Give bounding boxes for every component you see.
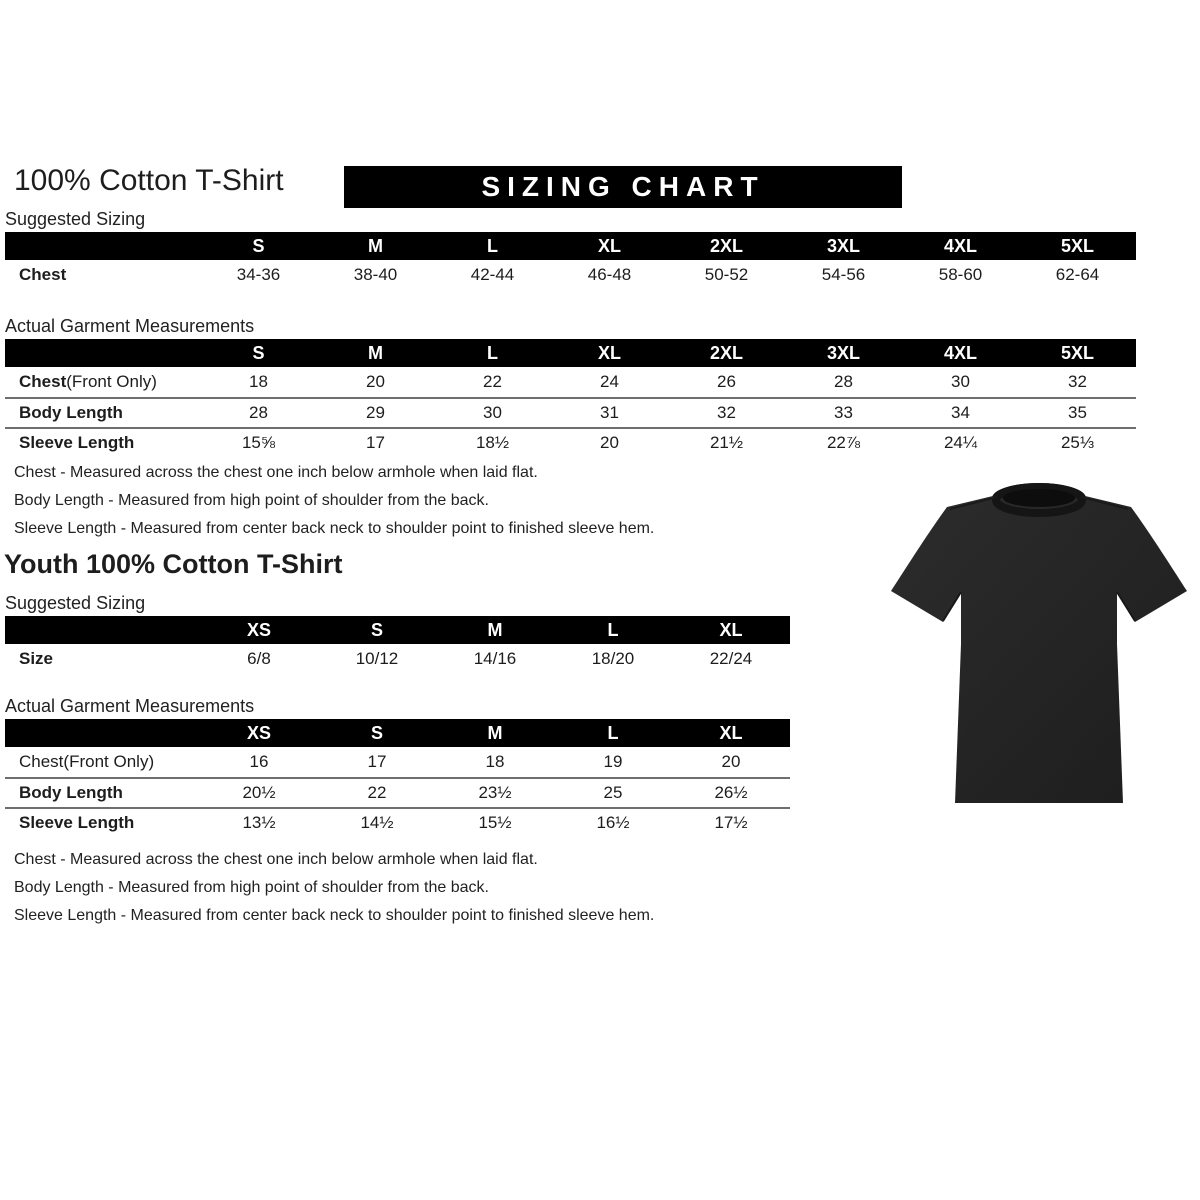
table-cell: 19 xyxy=(603,752,623,771)
table-cell: 16 xyxy=(249,752,269,771)
youth-suggested-sizing-label: Suggested Sizing xyxy=(5,593,146,613)
note-line: Chest - Measured across the chest one inch below armhole when laid flat. xyxy=(14,851,538,868)
column-header: 2XL xyxy=(709,342,743,363)
row-label: Chest xyxy=(19,265,67,284)
table-cell: 24¼ xyxy=(943,433,978,452)
adult-suggested-header-row xyxy=(5,232,1136,260)
column-header: XL xyxy=(719,619,743,640)
table-cell: 10/12 xyxy=(355,649,399,668)
table-cell: 17½ xyxy=(714,813,748,832)
tshirt-graphic xyxy=(884,474,1194,820)
table-row xyxy=(5,260,1136,290)
table-cell: 34 xyxy=(951,403,970,422)
row-label: Sleeve Length xyxy=(19,813,135,832)
column-header: L xyxy=(487,235,498,256)
row-label: Sleeve Length xyxy=(19,433,135,452)
adult-suggested-sizing-label: Suggested Sizing xyxy=(5,209,146,229)
column-header: L xyxy=(607,619,619,640)
column-header: S xyxy=(252,342,265,363)
table-cell: 20 xyxy=(366,372,385,391)
youth-suggested-header-row xyxy=(5,616,790,644)
column-header: L xyxy=(607,722,619,743)
table-cell: 14/16 xyxy=(473,649,517,668)
youth-suggested-table xyxy=(5,616,790,674)
sizing-chart-banner-text: SIZING CHART xyxy=(481,171,765,202)
adult-garment-header-row xyxy=(5,339,1136,367)
column-header: 4XL xyxy=(943,235,977,256)
youth-garment-table xyxy=(5,719,790,837)
table-cell: 23½ xyxy=(478,783,512,802)
youth-garment-measurements-label: Actual Garment Measurements xyxy=(5,696,255,716)
youth-measurement-notes xyxy=(14,846,654,930)
table-cell: 38-40 xyxy=(353,265,398,284)
table-cell: 15½ xyxy=(478,813,512,832)
table-row xyxy=(5,747,790,777)
column-header: 4XL xyxy=(943,342,977,363)
table-row xyxy=(5,427,1136,457)
table-row xyxy=(5,807,790,837)
table-row xyxy=(5,367,1136,397)
table-cell: 32 xyxy=(717,403,736,422)
column-header: XL xyxy=(597,342,621,363)
table-corner-cell xyxy=(5,719,200,747)
table-cell: 14½ xyxy=(360,813,394,832)
table-cell: 20 xyxy=(600,433,619,452)
adult-garment-measurements-label: Actual Garment Measurements xyxy=(5,316,255,336)
table-cell: 17 xyxy=(367,752,387,771)
table-cell: 29 xyxy=(366,403,385,422)
column-header: XS xyxy=(246,722,271,743)
tshirt-image xyxy=(884,474,1194,820)
table-corner-cell xyxy=(5,232,200,260)
column-header: S xyxy=(370,722,383,743)
note-line: Body Length - Measured from high point of shoulder from the back. xyxy=(14,879,489,896)
youth-title: Youth 100% Cotton T-Shirt xyxy=(4,549,343,579)
column-header: 3XL xyxy=(826,235,860,256)
table-cell: 17 xyxy=(366,433,385,452)
table-corner-cell xyxy=(5,616,200,644)
column-header: S xyxy=(252,235,265,256)
table-cell: 42-44 xyxy=(470,265,515,284)
table-cell: 35 xyxy=(1068,403,1087,422)
table-cell: 62-64 xyxy=(1055,265,1100,284)
row-label: Chest (Front Only) xyxy=(19,752,155,771)
table-cell: 22⅞ xyxy=(826,433,861,452)
page-title: 100% Cotton T-Shirt xyxy=(14,164,284,197)
table-cell: 13½ xyxy=(242,813,276,832)
table-cell: 18 xyxy=(485,752,505,771)
column-header: XS xyxy=(246,619,271,640)
table-corner-cell xyxy=(5,339,200,367)
table-cell: 58-60 xyxy=(938,265,983,284)
column-header: S xyxy=(370,619,383,640)
row-label: Body Length xyxy=(19,403,123,422)
adult-garment-table xyxy=(5,339,1136,457)
table-cell: 34-36 xyxy=(236,265,281,284)
column-header: XL xyxy=(597,235,621,256)
adult-suggested-table xyxy=(5,232,1136,290)
column-header: 3XL xyxy=(826,342,860,363)
table-cell: 28 xyxy=(249,403,268,422)
table-cell: 30 xyxy=(483,403,502,422)
table-cell: 25⅓ xyxy=(1060,433,1095,452)
table-cell: 26½ xyxy=(714,783,748,802)
table-cell: 18/20 xyxy=(591,649,635,668)
column-header: 5XL xyxy=(1060,342,1094,363)
table-cell: 6/8 xyxy=(247,649,271,668)
table-cell: 18½ xyxy=(475,433,510,452)
column-header: XL xyxy=(719,722,743,743)
table-cell: 26 xyxy=(717,372,736,391)
note-line: Chest - Measured across the chest one inch below armhole when laid flat. xyxy=(14,464,538,481)
column-header: M xyxy=(368,235,383,256)
column-header: 2XL xyxy=(709,235,743,256)
table-cell: 54-56 xyxy=(821,265,866,284)
column-header: M xyxy=(368,342,383,363)
row-label: Size xyxy=(19,649,54,668)
column-header: M xyxy=(487,619,503,640)
column-header: L xyxy=(487,342,498,363)
table-cell: 32 xyxy=(1068,372,1087,391)
table-cell: 24 xyxy=(600,372,619,391)
youth-garment-header-row xyxy=(5,719,790,747)
sizing-chart-banner xyxy=(344,166,902,208)
row-label: Chest (Front Only) xyxy=(19,372,157,391)
table-cell: 25 xyxy=(603,783,623,802)
note-line: Sleeve Length - Measured from center back neck to shoulder point to finished sleeve hem. xyxy=(14,907,655,924)
table-cell: 30 xyxy=(951,372,970,391)
table-cell: 20½ xyxy=(242,783,276,802)
table-row xyxy=(5,397,1136,427)
table-row xyxy=(5,777,790,807)
table-cell: 22/24 xyxy=(709,649,753,668)
table-cell: 21½ xyxy=(709,433,744,452)
table-cell: 16½ xyxy=(596,813,630,832)
table-cell: 22 xyxy=(367,783,387,802)
table-cell: 15⅝ xyxy=(241,433,276,452)
table-cell: 22 xyxy=(483,372,502,391)
note-line: Sleeve Length - Measured from center back neck to shoulder point to finished sleeve hem. xyxy=(14,520,655,537)
table-cell: 31 xyxy=(600,403,619,422)
table-cell: 18 xyxy=(249,372,268,391)
table-cell: 46-48 xyxy=(587,265,632,284)
table-cell: 50-52 xyxy=(704,265,749,284)
table-cell: 28 xyxy=(834,372,853,391)
note-line: Body Length - Measured from high point of shoulder from the back. xyxy=(14,492,489,509)
table-row xyxy=(5,644,790,674)
row-label: Body Length xyxy=(19,783,123,802)
table-cell: 20 xyxy=(721,752,741,771)
table-cell: 33 xyxy=(834,403,853,422)
column-header: M xyxy=(487,722,503,743)
adult-measurement-notes xyxy=(14,459,654,543)
column-header: 5XL xyxy=(1060,235,1094,256)
